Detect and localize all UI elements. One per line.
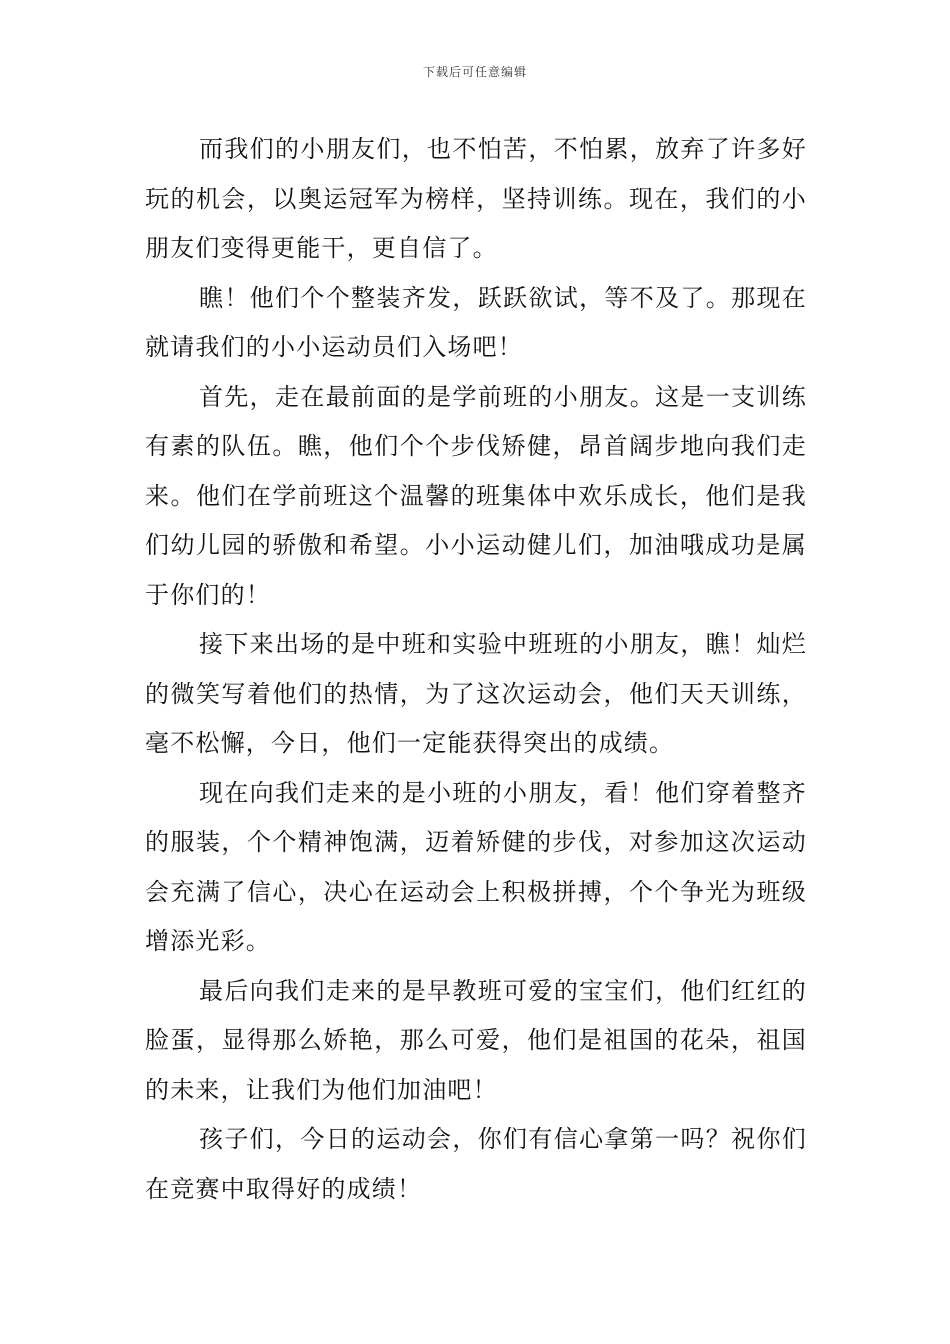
paragraph: 而我们的小朋友们，也不怕苦，不怕累，放弃了许多好玩的机会，以奥运冠军为榜样，坚持训练。现在，我们的小朋友们变得更能干，更自信了。: [145, 135, 807, 262]
page-header-note: 下载后可任意编辑: [422, 65, 527, 79]
document-body: [145, 125, 807, 1214]
paragraph: 最后向我们走来的是早教班可爱的宝宝们，他们红红的脸蛋，显得那么娇艳，那么可爱，他们是祖国的花朵，祖国的未来，让我们为他们加油吧！: [145, 976, 807, 1104]
paragraph: 现在向我们走来的是小班的小朋友，看！他们穿着整齐的服装，个个精神饱满，迈着矫健的步伐，对参加这次运动会充满了信心，决心在运动会上积极拼搏，个个争光为班级增添光彩。: [145, 778, 807, 955]
paragraph: 接下来出场的是中班和实验中班班的小朋友，瞧！灿烂的微笑写着他们的热情，为了这次运动会，他们天天训练，毫不松懈，今日，他们一定能获得突出的成绩。: [145, 630, 807, 757]
paragraph: 瞧！他们个个整装齐发，跃跃欲试，等不及了。那现在就请我们的小小运动员们入场吧！: [145, 283, 807, 361]
paragraph: 首先，走在最前面的是学前班的小朋友。这是一支训练有素的队伍。瞧，他们个个步伐矫健，昂首阔步地向我们走来。他们在学前班这个温馨的班集体中欢乐成长，他们是我们幼儿园的骄傲和希望。小小运动健儿们，加油哦成功是属于你们的！: [145, 382, 807, 609]
paragraph: 孩子们，今日的运动会，你们有信心拿第一吗？祝你们在竞赛中取得好的成绩！: [145, 1125, 807, 1203]
